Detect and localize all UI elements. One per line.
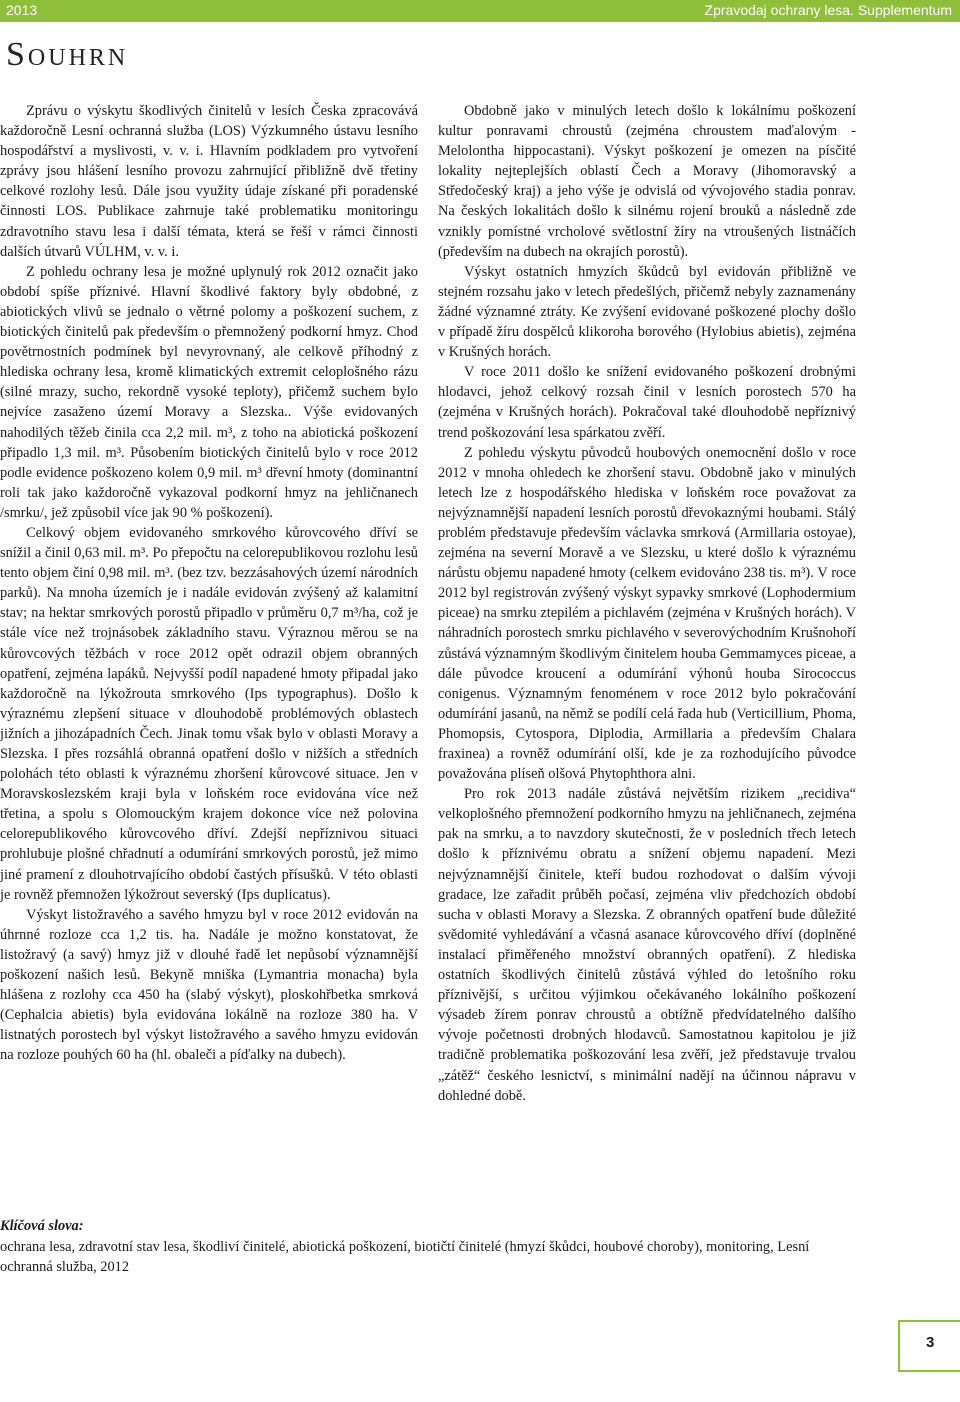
page-number: 3 [926, 1334, 935, 1351]
header-bar [0, 0, 960, 22]
keywords-label: Klíčová slova: [0, 1218, 84, 1234]
keywords-text: ochrana lesa, zdravotní stav lesa, škodliví činitelé, abiotická poškození, biotičtí činitelé (hmyzí škůdci, houbové choroby), monitoring, Lesní ochranná služba, 2012 [0, 1238, 810, 1275]
page-number-box [898, 1320, 960, 1372]
paragraph: Celkový objem evidovaného smrkového kůrovcového dříví se snížil a činil 0,63 mil. m³. Po přepočtu na celorepublikovou rozlohu lesů tento objem činí 0,98 mil. m³. (bez tzv. bezzásahových území národních parků). Na mnoha územích je i nadále evidován zvýšený až kalamitní stav; na hektar smrkových porostů připadlo v průměru 0,7 m³/ha, což je stále více než trojnásobek základního stavu. Výraznou měrou se na kůrovcových těžbách v roce 2012 opět odrazil objem obranných opatření, zejména lapáků. Nejvyšší podíl napadené hmoty připadal jako každoročně na lýkožrouta smrkového (Ips typographus). Došlo k výraznému zlepšení situace v dlouhodobě problémových oblastech jižních a jihozápadních Čech. Jinak tomu však bylo v oblasti Moravy a Slezska. I přes rozsáhlá obranná opatření došlo v nižších a středních polohách této oblasti k výraznému zhoršení kůrovcové situace. Jen v Moravskoslezském kraji byla v loňském roce evidována více než třetina, a spolu s Olomouckým krajem dokonce více než polovina celorepublikového kůrovcového dříví. Zdejší nepříznivou situaci prohlubuje plošné chřadnutí a odumírání smrkových porostů, jež mimo jiné pramení z dlouhotrvajícího období častých přísušků. V této oblasti je rovněž přemnožen lýkožrout severský (Ips duplicatus). [0, 524, 418, 903]
paragraph: Výskyt listožravého a savého hmyzu byl v roce 2012 evidován na úhrnné rozloze cca 1,2 tis. ha. Nadále je možno konstatovat, že listožravý (a savý) hmyz již v dlouhé řadě let nepůsobí významnější poškození našich lesů. Bekyně mniška (Lymantria monacha) byla hlášena z rozlohy cca 450 ha (slabý výskyt), ploskohřbetka smrková (Cephalcia abietis) byla evidována lokálně na rozloze 380 ha. V listnatých porostech byl výskyt listožravého a savého hmyzu evidován na rozloze pouhých 60 ha (hl. obaleči a píďalky na dubech). [0, 906, 418, 1064]
page-title: Souhrn [6, 36, 129, 73]
right-column [438, 101, 856, 1106]
paragraph: Výskyt ostatních hmyzích škůdců byl evidován přibližně ve stejném rozsahu jako v letech předešlých, přičemž nebyly zaznamenány žádné významné ztráty. Ke zvýšení evidované poškozené plochy došlo v případě žíru dospělců klikoroha borového (Hylobius abietis), zejména v Krušných horách. [438, 263, 856, 361]
paragraph: Zprávu o výskytu škodlivých činitelů v lesích Česka zpracovává každoročně Lesní ochranná služba (LOS) Výzkumného ústavu lesního hospodářství a myslivosti, v. v. i. Hlavním podkladem pro vytvoření zprávy jsou hlášení lesního provozu zahrnující přibližně dvě třetiny celkové rozlohy lesů. Dále jsou využity údaje získané při poradenské činnosti LOS. Publikace zahrnuje také problematiku monitoringu zdravotního stavu lesa i další témata, která se řeší v rámci činnosti dalších útvarů VÚLHM, v. v. i. [0, 103, 418, 260]
paragraph: V roce 2011 došlo ke snížení evidovaného poškození drobnými hlodavci, jehož celkový rozsah činil v lesních porostech 570 ha (zejména v Krušných horách). Pokračoval také dlouhodobě nepříznivý trend poškozování lesa spárkatou zvěří. [438, 364, 856, 441]
paragraph: Z pohledu výskytu původců houbových onemocnění došlo v roce 2012 v mnoha ohledech ke zhoršení stavu. Obdobně jako v minulých letech lze z hospodářského hlediska v loňském roce považovat za nejvýznamnější napadení lesních porostů dřevokaznými houbami. Stálý problém představuje především václavka smrková (Armillaria ostoyae), zejména na severní Moravě a ve Slezsku, u které došlo k výraznému nárůstu objemu napadené hmoty (celkem evidováno 238 tis. m³). V roce 2012 byl registrován zvýšený výskyt sypavky smrkové (Lophodermium piceae) na smrku ztepilém a pichlavém (zejména v Krušných horách). V náhradních porostech smrku pichlavého v severovýchodním Krušnohoří zůstává významným škodlivým činitelem houba Gemmamyces piceae, a dále původce kroucení a odumírání výhonů houba Sirococcus conigenus. Významným fenoménem v roce 2012 bylo pokračování odumírání jasanů, na němž se podílí celá řada hub (Verticillium, Phoma, Phomopsis, Cytospora, Diplodia, Armillaria a především Chalara fraxinea) a rovněž odumírání olší, kde je za rozhodujícího původce považována plíseň olšová Phytophthora alni. [438, 444, 856, 783]
paragraph: Pro rok 2013 nadále zůstává největším rizikem „recidiva“ velkoplošného přemnožení podkorního hmyzu na jehličnanech, zejména pak na smrku, a to navzdory skutečnosti, že v posledních třech letech došlo k příznivému obratu a snížení objemu napadení. Mezi nejvýznamnější činitele, kteří budou rozhodovat o dalším vývoji gradace, lze zařadit průběh počasí, zejména vliv předchozích období sucha v oblasti Moravy a Slezska. Z obranných opatření bude důležité svědomité vyhledávání a včasná asanace kůrovcového dříví (doplněné instalací přiměřeného množství obranných opatření). Z hlediska ostatních škodlivých činitelů zůstává výhled do letošního roku příznivější, s určitou výjimkou očekávaného lokálního poškození výsadeb žírem ponrav chroustů a obtížně předvídatelného dalšího vývoje početnosti drobných hlodavců. Samostatnou kapitolou je již tradičně problematika poškozování lesa zvěří, jež představuje trvalou „zátěž“ českého lesnictví, s minimální nadějí na účinnou nápravu v dohledné době. [438, 786, 856, 1104]
keywords-section [0, 1216, 860, 1278]
left-column [0, 101, 418, 1066]
paragraph: Z pohledu ochrany lesa je možné uplynulý rok 2012 označit jako období spíše příznivé. Hlavní škodlivé faktory byly obdobné, z abiotických vlivů se jednalo o větrné polomy a poškození suchem, z biotických činitelů pak především o přemnožený podkorní hmyz. Chod povětrnostních podmínek byl nevyrovnaný, ale celkově příhodný z hlediska ochrany lesa, kromě klimatických extremit celoplošného rázu (silné mrazy, sucho, rekordně vysoké teploty), přičemž suchem bylo nejvíce zasaženo území Moravy a Slezska.. Výše evidovaných nahodilých těžeb činila cca 2,2 mil. m³, z toho na abiotická poškození připadlo 1,3 mil. m³. Působením biotických činitelů bylo v roce 2012 podle evidence poškozeno kolem 0,9 mil. m³ dřevní hmoty (dominantní roli tak jako každoročně vykazoval podkorní hmyz na jehličnanech /smrku/, jež způsobil více jak 90 % poškození). [0, 263, 418, 521]
header-year: 2013 [6, 2, 38, 18]
paragraph: Obdobně jako v minulých letech došlo k lokálnímu poškození kultur ponravami chroustů (zejména chroustem maďalovým - Melolontha hippocastani). Výskyt poškození je omezen na písčité lokality nejteplejších oblastí Čech a Moravy (Jihomoravský a Středočeský kraj) a jeho výše je odvislá od vývojového stadia ponrav. Na českých lokalitách došlo k silnému rojení brouků a následně zde vznikly pomístné vrcholové světlostní žíry na vtroušených listnáčích (především na dubech na okrajích porostů). [438, 103, 856, 260]
header-journal-title: Zpravodaj ochrany lesa. Supplementum [704, 2, 952, 18]
